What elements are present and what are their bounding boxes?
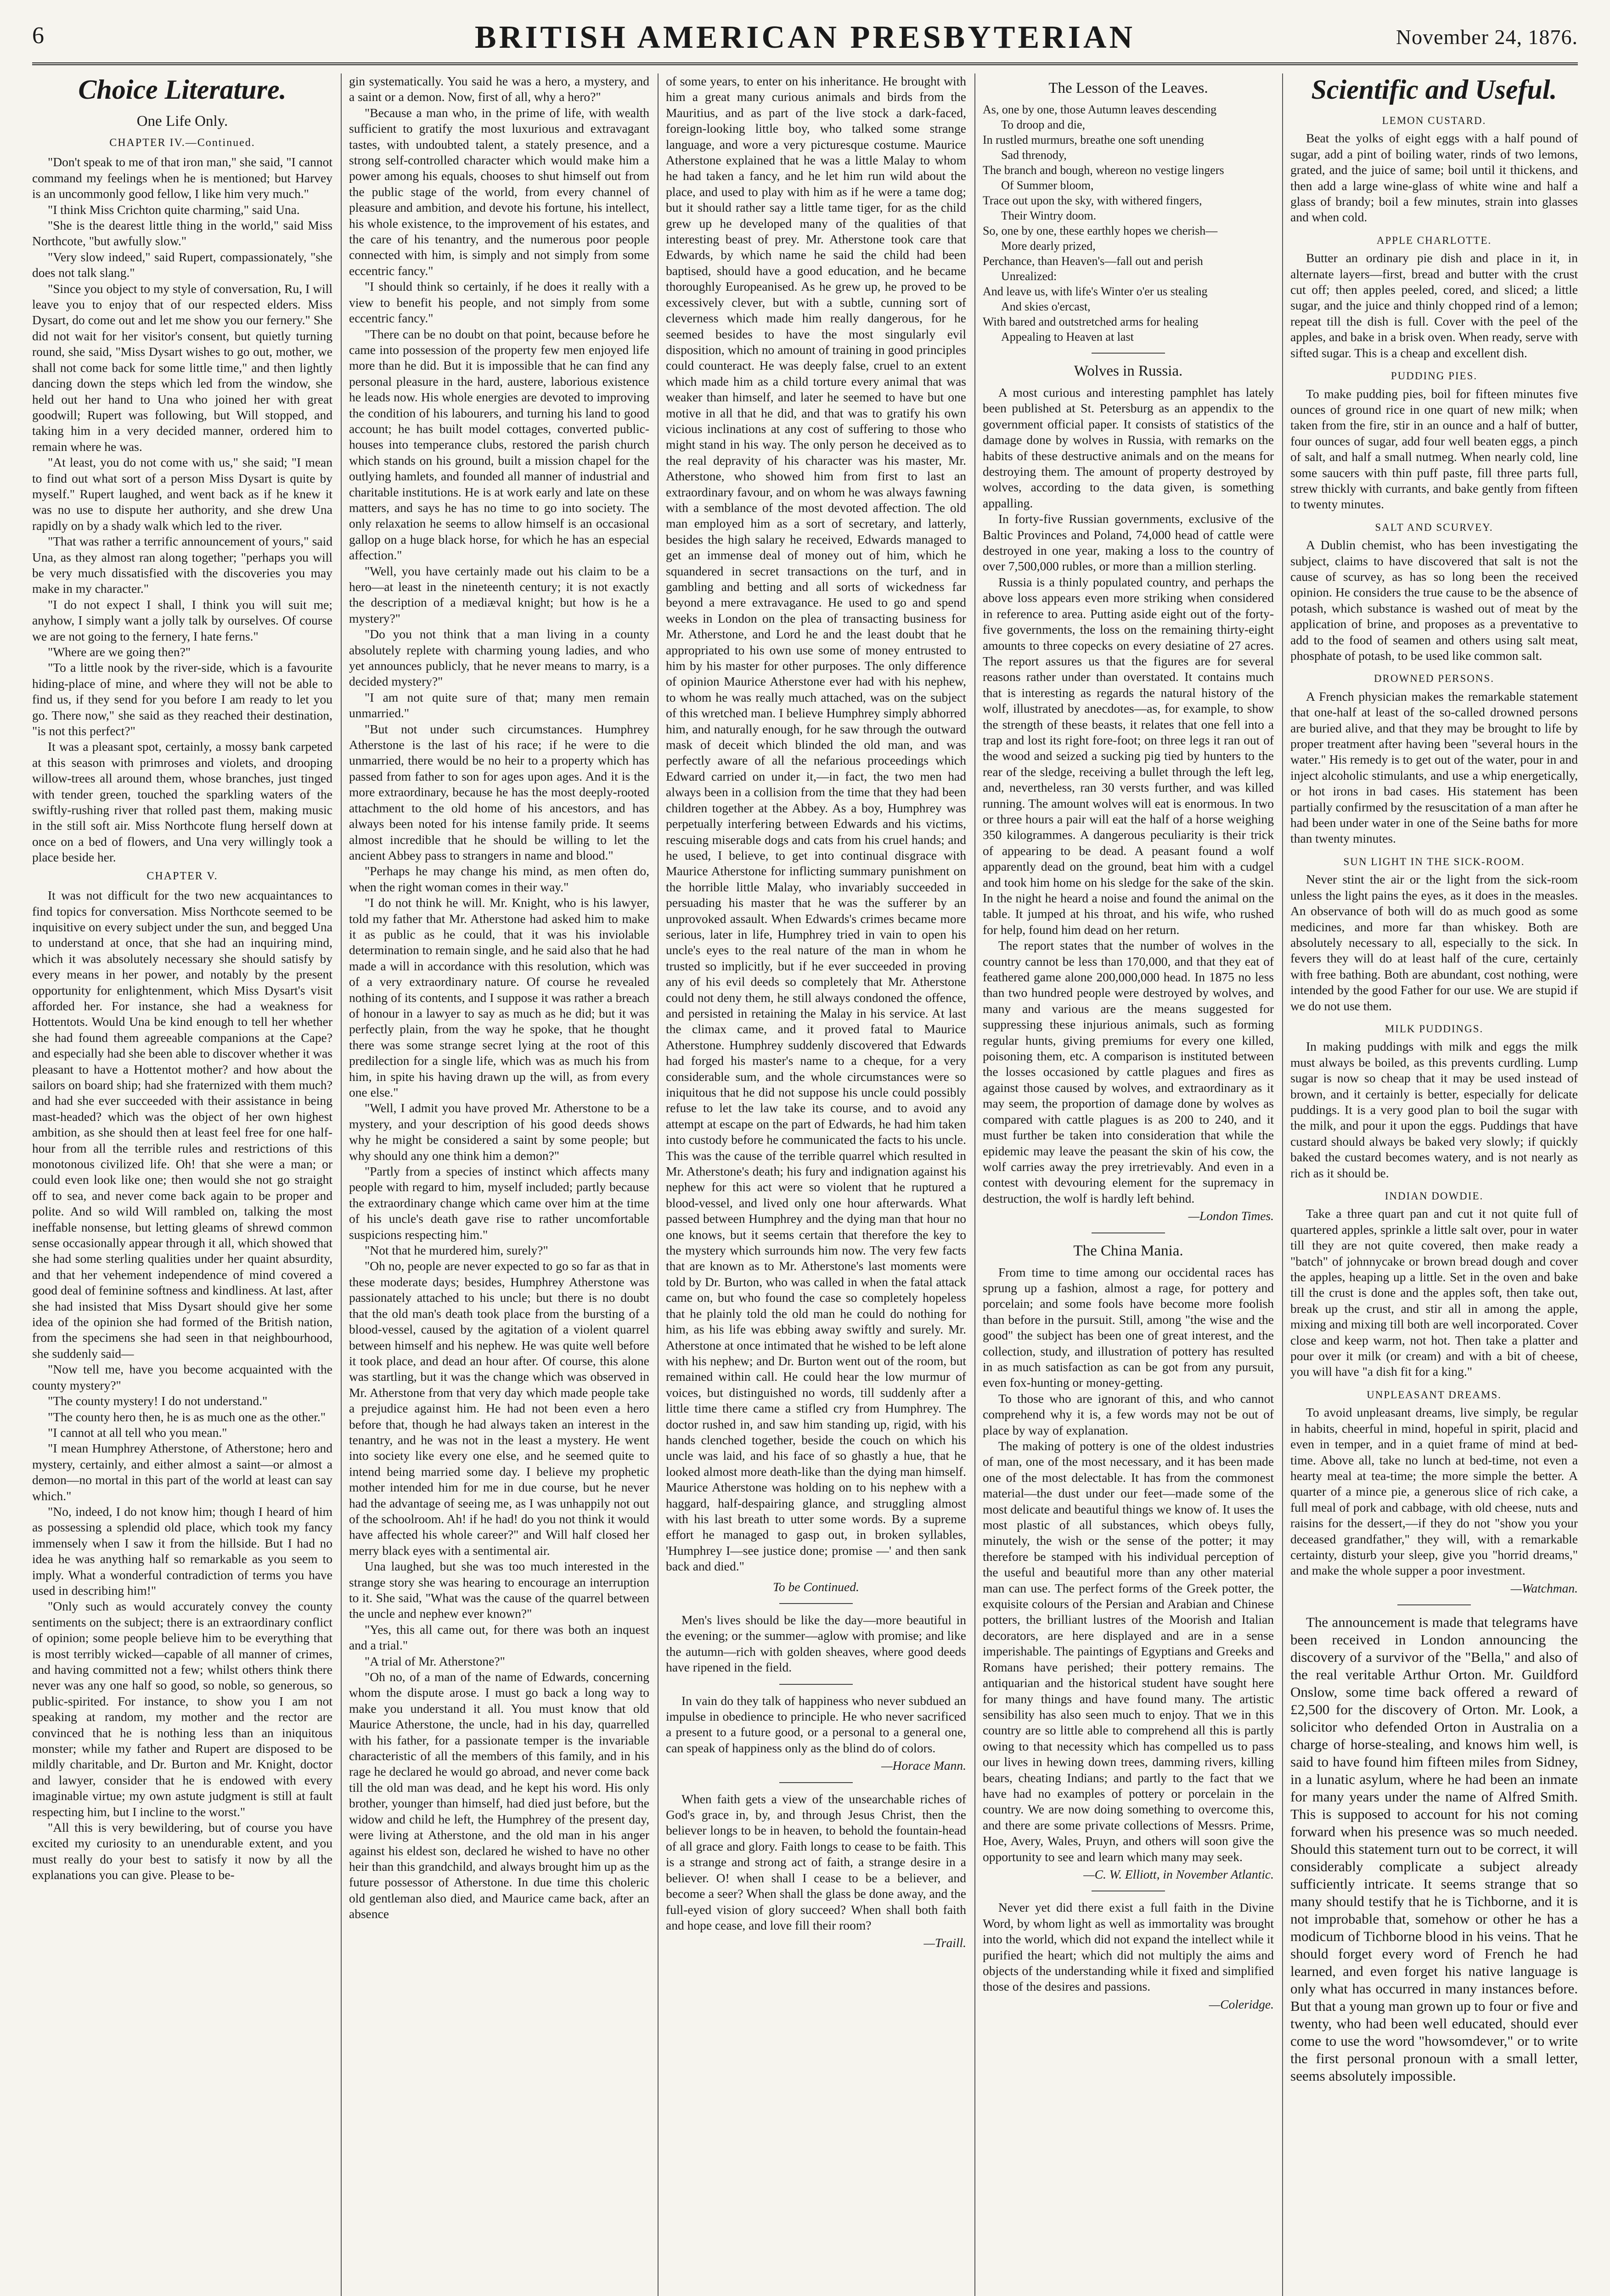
paragraph: "Yes, this all came out, for there was both an inquest and a trial." [349, 1622, 649, 1653]
paragraph: "The county hero then, he is as much one as the other." [48, 1409, 326, 1424]
paragraph: Butter an ordinary pie dish and place in it, in alternate layers—first, bread and butter with the crust cut off; then apples peeled, cored, and sliced; a little sugar, and the juice and thinly chopped rind of a lemon; repeat till the dish is full. Cover with the peel of the apples, and bake in a brisk oven. When ready, serve with sifted sugar. This is a cheap and excellent dish. [1290, 251, 1578, 360]
masthead [32, 18, 1578, 61]
paragraph: "I am not quite sure of that; many men remain unmarried." [349, 690, 649, 720]
article-title-china: The China Mania. [1073, 1242, 1183, 1259]
recipe-title: LEMON CUSTARD. [1382, 115, 1486, 126]
poem-title: The Lesson of the Leaves. [1048, 80, 1208, 96]
paragraph: A French physician makes the remarkable statement that one-half at least of the so-called drowned persons are buried alive, and that they may be brought to life by proper treatment after having been "several hours in the water." His remedy is to get out of the water, pour in and inject alcoholic stimulants, and use a whip energetically, or hot irons in bad cases. His statement has been partially confirmed by the resuscitation of a man after he had been under water in one of the Seine baths for more than twenty minutes. [1290, 689, 1578, 846]
paragraph: "The county mystery! I do not understand." [48, 1394, 268, 1408]
paragraph: It was not difficult for the two new acquaintances to find topics for conversation. Miss Northcote seemed to be inquisitive on every subject under the sun, and begged Una to understand at once, that she had an inquiring mind, which it was absolutely necessary she should satisfy by every means in her power, and notably by the present opportunity for enlightenment, which Miss Dysart's visit afforded her. For instance, she had a weakness for Hottentots. Would Una be kind enough to tell her whether she had found them agreeable companions at the Cape? and especially had she been able to discover whether it was pleasant to have a Hottentot mother? and how about the sailors on board ship; had she fraternized with them much? and had she ever succeeded with their assistance in being mast-headed? which was the object of her own highest ambition, as she should then at least feel free for one half-hour from all the terrible rules and restrictions of this monotonous civilized life. Oh! that she were a man; or could even look like one; then would she not go straight off to sea, and never come back again to be proper and polite. And so wild Will rambled on, talking the most ineffable nonsense, but letting gleams of shrewd common sense occasionally appear through it all, which showed that she had some sterling qualities under her quaint absurdity, and that her vehement independence of mind covered a good deal of feminine softness and kindliness. At last, after she had insisted that Miss Dysart should give her some idea of the opinion she had formed of the British nation, from the specimens she had seen in that neighbourhood, she suddenly said— [32, 888, 332, 1361]
paragraph: Take a three quart pan and cut it not quite full of quartered apples, sprinkle a little salt over, pour in water till they are not quite covered, then make ready a "batch" of johnnycake or brown bread dough and cover the apples, heaping up a little. Set in the oven and bake till the crust is done and the apples soft, then take out, break up the crust, and stir all in among the apple, mixing and mixing till both are well incorporated. Cover close and keep warm, not hot. Then take a platter and pour over it milk (or cream) and with a bit of cheese, you will have "a dish fit for a king." [1290, 1206, 1578, 1379]
paragraph: "No, indeed, I do not know him; though I heard of him as possessing a splendid old place, which took my fancy immensely when I saw it from the hillside. But I had no idea he was anything half so remarkable as you seem to imply. What a wonderful contradiction of terms you have used in describing him!" [32, 1504, 332, 1598]
poem-line: And skies o'ercast, [1001, 300, 1091, 313]
paragraph: Beat the yolks of eight eggs with a half pound of sugar, add a pint of boiling water, rinds of two lemons, grated, and the juice of same; boil until it thickens, and then add a large wine-glass of white wine and half a glass of brandy; boil a few minutes, strain into glasses and when cold. [1290, 131, 1578, 225]
divider [779, 1782, 853, 1783]
poem-line: More dearly prized, [1001, 239, 1096, 253]
page-number: 6 [32, 23, 44, 49]
paragraph: Never stint the air or the light from the sick-room unless the light pains the eyes, as it does in the measles. An observance of both will do as much good as some medicines, and more far than whiskey. Both are absolutely necessary to all, especially to the sick. In fevers they will do at least half of the cure, certainly with free bathing. Both are abundant, cost nothing, were intended by the good Father for our use. We are stupid if we do not use them. [1290, 872, 1578, 1013]
paragraph: "I think Miss Crichton quite charming," said Una. [48, 202, 300, 217]
paragraph: "Where are we going then?" [48, 645, 191, 659]
masthead-rule [32, 62, 1578, 65]
paragraph: From time to time among our occidental races has sprung up a fashion, almost a rage, for pottery and porcelain; and some fools have become more foolish than before in the pursuit. Still, among "the wise and the good" the subject has been one of great interest, and the collection, study, and illustration of pottery has resulted in as much satisfaction as can be got from any pursuit, even fox-hunting or money-getting. [983, 1265, 1274, 1390]
paragraph: "Perhaps he may change his mind, as men often do, when the right woman comes in their way." [349, 864, 649, 894]
paragraph: "Don't speak to me of that iron man," she said, "I cannot command my feelings when he is mentioned; but Harvey is an uncommonly good fellow, I like him very much." [32, 155, 332, 201]
poem-line: The branch and bough, whereon no vestige lingers [983, 163, 1224, 177]
paragraph: Men's lives should be like the day—more beautiful in the evening; or the summer—aglow with promise; and like the autumn—rich with golden sheaves, where good deeds have ripened in the field. [666, 1613, 966, 1675]
divider [1092, 353, 1165, 354]
paragraph: "Now tell me, have you become acquainted with the county mystery?" [32, 1362, 332, 1392]
recipe-title: PUDDING PIES. [1390, 370, 1478, 382]
paragraph: "But not under such circumstances. Humphrey Atherstone is the last of his race; if he were to die unmarried, there would be no heir to a property which has passed from father to son for ages upon ages. And it is the more extraordinary, because he has the most deeply-rooted attachment to the old home of his ancestors, and has always been noted for his intense family pride. It seems almost incredible that he should be willing to let the ancient Abbey pass to strangers in name and blood." [349, 721, 649, 862]
paragraph: "Well, you have certainly made out his claim to be a hero—at least in the nineteenth century; it is not exactly the description of a mediæval knight; but how is he a mystery?" [349, 563, 649, 625]
column-rule [974, 73, 975, 2296]
column-1 [32, 73, 332, 2296]
recipe-title: DROWNED PERSONS. [1374, 673, 1495, 685]
paragraph: In making puddings with milk and eggs the milk must always be boiled, as this prevents curdling. Lump sugar is now so cheap that it may be used instead of brown, and it certainly is better, especially for delicate puddings. It is a very good plan to boil the sugar with the milk, and pour it upon the eggs. Puddings that have custard should always be baked very slowly; if quickly baked the custard becomes watery, and is not nearly as rich as it should be. [1290, 1039, 1578, 1180]
paragraph: "There can be no doubt on that point, because before he came into possession of the property few men enjoyed life more than he did. But it is impossible that he can find any personal pleasure in the hard, austere, laborious existence he leads now. His whole energies are devoted to improving the condition of his labourers, and turning his land to good account; he has built model cottages, converted public-houses into temperance clubs, restored the parish church which stands on his ground, built a mission chapel for the outlying hamlets, and founded all manner of industrial and charitable institutions. He is at work early and late on these matters, and says he has no time to go into society. The only relaxation he seems to allow himself is an occasional gallop on a huge black horse, for which he has an especial affection." [349, 326, 649, 563]
paragraph: "A trial of Mr. Atherstone?" [365, 1654, 505, 1668]
section-title-scientific-useful: Scientific and Useful. [1311, 74, 1557, 105]
paragraph: To those who are ignorant of this, and who cannot comprehend why it is, a few words may not be out of place by way of explanation. [983, 1391, 1274, 1437]
poem-line: So, one by one, these earthly hopes we cherish— [983, 224, 1218, 237]
paragraph: gin systematically. You said he was a hero, a mystery, and a saint or a demon. Now, first of all, why a hero?" [349, 74, 649, 104]
recipe-title: INDIAN DOWDIE. [1385, 1190, 1484, 1202]
paragraph: In vain do they talk of happiness who never subdued an impulse in obedience to principle. He who never sacrificed a present to a future good, or a personal to a general one, can speak of happiness only as the blind do of colors. [666, 1693, 966, 1755]
divider [779, 1684, 853, 1685]
column-4 [983, 73, 1274, 2296]
credit: —Traill. [923, 1936, 966, 1950]
article-title-wolves: Wolves in Russia. [1074, 363, 1183, 379]
column-3 [666, 73, 966, 2296]
poem-line: As, one by one, those Autumn leaves descending [983, 103, 1217, 116]
issue-date: November 24, 1876. [1396, 25, 1578, 49]
credit: —Coleridge. [1209, 1997, 1274, 2011]
poem-line: Unrealized: [1001, 270, 1057, 283]
divider [1092, 1232, 1165, 1233]
paragraph: "All this is very bewildering, but of course you have excited my curiosity to an unendurable extent, and you must really do your best to satisfy it now by all the explanations you can give. Please to be- [32, 1820, 332, 1882]
chapter-heading: CHAPTER V. [146, 870, 218, 882]
paper-name: BRITISH AMERICAN PRESBYTERIAN [474, 20, 1136, 55]
paragraph: "I do not think he will. Mr. Knight, who is his lawyer, told my father that Mr. Atherstone had asked him to make it as public as he could, that it was his inviolable determination to remain single, and he said also that he had made a will in accordance with this resolution, which was of a very extraordinary nature. Of course he revealed nothing of its contents, and I suppose it was rather a breach of honour in a lawyer to say as much as he did; but it was perfectly plain, from the way he spoke, that he thought there was some strange secret lying at the root of this predilection for a single life, which was as much his from him, in spite his having drawn up the will, as from every one else." [349, 895, 649, 1099]
to-be-continued: To be Continued. [773, 1579, 859, 1594]
paragraph: When faith gets a view of the unsearchable riches of God's grace in, by, and through Jesus Christ, then the believer longs to be in heaven, to behold the fountain-head of all grace and glory. Faith longs to cease to be faith. This is a strange and strong act of faith, a strange desire in a believer. O! when shall I cease to be a believer, and become a seer? When shall the glass be done away, and the full-eyed vision of glory succeed? When shall both faith and hope cease, and love fill their room? [666, 1791, 966, 1932]
paragraph: Never yet did there exist a full faith in the Divine Word, by whom light as well as immortality was brought into the world, which did not expand the intellect while it purified the heart; which did not multiply the aims and objects of the understanding while it fixed and simplified those of the desires and passions. [983, 1900, 1274, 1994]
paragraph: "Only such as would accurately convey the county sentiments on the subject; there is an extraordinary conflict of opinion; some people believe him to be everything that is most terribly wicked—capable of all manner of crimes, and having committed not a few; whilst others think there never was any one half so good, so noble, so generous, so public-spirited. For instance, to show you I am not speaking at random, my mother and the rector are convinced that he is nothing less than an iniquitous monster; while my father and Rupert are disposed to be mildly charitable, and Dr. Burton and Mr. Knight, doctor and lawyer, consider that he is endowed with every imaginable virtue; my own astute judgment is still at fault respecting him, but I incline to the worst." [32, 1599, 332, 1819]
column-rule [1282, 73, 1283, 2296]
credit: —Watchman. [1510, 1581, 1578, 1595]
paragraph: Una laughed, but she was too much interested in the strange story she was hearing to encourage an interruption to it. She said, "What was the cause of the quarrel between the uncle and nephew ever known?" [349, 1559, 649, 1621]
paragraph: "Partly from a species of instinct which affects many people with regard to him, myself included; partly because the extraordinary change which came over him at the time of his uncle's death gave rise to rather uncomfortable suspicions respecting him." [349, 1164, 649, 1242]
paragraph: "That was rather a terrific announcement of yours," said Una, as they almost ran along together; "perhaps you will be very much dissatisfied with the discoveries you may make in my character." [32, 534, 332, 596]
paragraph: "Very slow indeed," said Rupert, compassionately, "she does not talk slang." [32, 249, 332, 280]
recipe-title: MILK PUDDINGS. [1385, 1023, 1484, 1035]
paragraph: To avoid unpleasant dreams, live simply, be regular in habits, cheerful in mind, hopeful in spirit, placid and even in temper, and in a quiet frame of mind at bed-time. Above all, take no lunch at bed-time, not even a hearty meal at tea-time; the more simple the better. A quarter of a mince pie, a generous slice of rich cake, a full meal of pork and cabbage, with old cheese, nuts and raisins for the dessert,—if they do not "show you your deceased grandfather," they will, with a remarkable certainty, disturb your sleep, give you "horrid dreams," and make the whole supper a poor investment. [1290, 1405, 1578, 1578]
credit: —London Times. [1188, 1209, 1274, 1223]
recipe-title: SALT AND SCURVEY. [1375, 521, 1493, 533]
paragraph: "To a little nook by the river-side, which is a favourite hiding-place of mine, and where they will not be able to find us, if they send for you before I am ready to let you go. There now," she said as they reached their destination, "is not this perfect?" [32, 660, 332, 738]
poem-line: Sad threnody, [1001, 148, 1067, 162]
paragraph: It was a pleasant spot, certainly, a mossy bank carpeted at this season with primroses and violets, and drooping willow-trees all around them, whose branches, just tinged with tender green, touched the sparkling waters of the swiftly-rushing river that rolled past them, making music in the still soft air. Miss Northcote flung herself down at once on a bed of flowers, and Una very willingly took a place beside her. [32, 739, 332, 865]
divider [1397, 1604, 1471, 1605]
paragraph: In forty-five Russian governments, exclusive of the Baltic Provinces and Poland, 74,000 head of cattle were destroyed in one year, making a loss to the country of over 7,500,000 rubles, or more than a million sterling. [983, 512, 1274, 574]
paragraph: A most curious and interesting pamphlet has lately been published at St. Petersburg as an appendix to the government official paper. It consists of statistics of the damage done by wolves in Russia, with remarks on the habits of these destructive animals and on the means for destroying them. The amount of property destroyed by wolves, according to the data given, is something appalling. [983, 385, 1274, 510]
paragraph: "I cannot at all tell who you mean." [48, 1425, 227, 1440]
paragraph: A Dublin chemist, who has been investigating the subject, claims to have discovered that salt is not the cause of scurvey, as has so long been the received opinion. He considers the true cause to be the absence of potash, which substance is washed out of meat by the application of brine, and proposes as a preventative to add to the food of seamen and others using salt meat, phosphate of potash, to be used like common salt. [1290, 538, 1578, 663]
paragraph: "I do not expect I shall, I think you will suit me; anyhow, I simply want a jolly talk by ourselves. Of course we are not going to the fernery, I hate ferns." [32, 597, 332, 643]
story-title: One Life Only. [136, 113, 228, 129]
paragraph: "Oh no, people are never expected to go so far as that in these moderate days; besides, Humphrey Atherstone was passionately attached to his uncle; but there is no doubt that the old man's death took place from the bursting of a blood-vessel, caused by the agitation of a violent quarrel between himself and his nephew. He was quite well before it took place, and dead an hour after. Of course, this alone was startling, but it was the change which was observed in Mr. Atherstone from that very day which made people take a prejudice against him. He had not been even a hero before that, though he had always taken an interest in the tenantry, and he was not in the least a mystery. He went into society like every one else, and he seemed quite to intend being married some day. I believe my prophetic mother intended him for me in due course, but he never had the advantage of seeing me, as I was unhappily not out of the schoolroom. Ah! if he had! do you not think it would have affected his whole career?" and Will half closed her merry black eyes with a sentimental air. [349, 1259, 649, 1558]
poem [983, 102, 1274, 344]
credit: —Horace Mann. [881, 1758, 966, 1773]
divider [779, 1603, 853, 1604]
poem-line: Appealing to Heaven at last [1001, 330, 1134, 343]
recipe-title: SUN LIGHT IN THE SICK-ROOM. [1343, 855, 1525, 867]
poem-line: Trace out upon the sky, with withered fingers, [983, 194, 1202, 207]
paragraph: To make pudding pies, boil for fifteen minutes five ounces of ground rice in one quart of new milk; when taken from the fire, stir in an ounce and a half of butter, four ounces of sugar, add four well beaten eggs, a pinch of salt, and half a small nutmeg. When nearly cold, line some saucers with thin puff paste, fill three parts full, strew thickly with currants, and bake gently from fifteen to twenty minutes. [1290, 386, 1578, 512]
paragraph: "Oh no, of a man of the name of Edwards, concerning whom the dispute arose. I must go back a long way to make you understand it all. You must know that old Maurice Atherstone, the uncle, had in his day, quarrelled with his father, for a passionate temper is the invariable characteristic of all the members of this family, and in his rage he declared he would go abroad, and never come back till the old man was dead, and he kept his word. His only brother, younger than himself, had died just before, but the widow and child he left, the Humphrey of the present day, were living at Atherstone, and the old man in his anger against his eldest son, declared he wished to have no other heir than this grandchild, and always brought him up as the future possessor of Atherstone. In due time this choleric old gentleman also died, and Maurice came back, after an absence [349, 1670, 649, 1921]
poem-line: To droop and die, [1001, 118, 1086, 131]
paragraph: "At least, you do not come with us," she said; "I mean to find out what sort of a person Miss Dysart is quite by myself." Rupert laughed, and went back as if he knew it was no use to dispute her authority, and she drew Una rapidly on by a shady walk which led to the river. [32, 455, 332, 533]
paragraph: "I mean Humphrey Atherstone, of Atherstone; hero and mystery, certainly, and either almost a saint—or almost a demon—no mortal in this part of the world at least can say which." [32, 1441, 332, 1503]
chapter-heading: CHAPTER IV.—Continued. [109, 137, 255, 149]
section-title-choice-literature: Choice Literature. [78, 74, 287, 105]
paragraph: The report states that the number of wolves in the country cannot be less than 170,000, and that they eat of feathered game alone 200,000,000 head. In 1875 no less than two hundred people were destroyed by wolves, and many and various are the means suggested for suppressing these injurious animals, such as forming regular hunts, giving premiums for every one killed, poisoning them, etc. A comparison is instituted between the losses occasioned by cattle plagues and fires as against those caused by wolves, and extraordinary as it may seem, the proportion of damage done by wolves as compared with cattle plagues is as 200 to 240, and it must further be taken into consideration that while the epidemic may leave the peasant the skin of his cow, the wolf carries away the prey irretrievably. And even in a contest with devouring element for the supremacy in destruction, the wolf is hardly left behind. [983, 938, 1274, 1205]
poem-line: Of Summer bloom, [1001, 179, 1094, 192]
column-2 [349, 73, 649, 2296]
recipe-title: UNPLEASANT DREAMS. [1367, 1389, 1502, 1401]
poem-line: Their Wintry doom. [1001, 209, 1097, 222]
paragraph: "Well, I admit you have proved Mr. Atherstone to be a mystery, and your description of his good deeds shows why he might be considered a saint by some people; but why should any one think him a demon?" [349, 1101, 649, 1163]
paragraph: "I should think so certainly, if he does it really with a view to benefit his people, and not simply from some eccentric fancy." [349, 279, 649, 326]
poem-line: And leave us, with life's Winter o'er us stealing [983, 285, 1208, 298]
paragraph: "Since you object to my style of conversation, Ru, I will leave you to enjoy that of our respected elders. Miss Dysart, do come out and let me show you our fernery." She did not wait for her visitor's consent, but quietly turning round, she said, "Miss Dysart wishes to go out, mother, we shall not come back for some little time," and then lightly dancing down the steps which led from the window, she held out her hand to Una who joined her with great goodwill; Rupert was following, but Will stopped, and taking him in a very decided manner, ordered him to remain where he was. [32, 281, 332, 454]
paragraph: of some years, to enter on his inheritance. He brought with him a great many curious animals and birds from the Mauritius, and as part of the live stock a dark-faced, foreign-looking little boy, who talked some strange language, and wore a very picturesque costume. Maurice Atherstone explained that he was a little Malay to whom he had taken a fancy, and he let him run wild about the place, and used to play with him as if he were a tame dog; but it should rather say a little tame tiger, for as the child grew up he developed many of the qualities of that interesting beast of prey. Mr. Atherstone took care that Edwards, by which name he said the child had been baptised, should have a good education, and he became thoroughly Europeanised. As he grew up, he proved to be excessively clever, but with a subtle, cunning sort of cleverness which made him really dangerous, for he seemed besides to have the most singularly evil disposition, which no amount of training in good principles could counteract. He was deeply false, cruel to an extent which made him as a child torture every animal that was weaker than himself, and later he seemed to have but one motive in all that he did, and that was to gratify his own vicious inclinations at any cost of suffering to those who might stand in his way. The only person he deceived as to the real depravity of his character was his master, Mr. Atherstone, who showed him from first to last an extraordinary favour, and on whom he was always fawning with a semblance of the most devoted affection. The old man employed him as a sort of secretary, and latterly, besides the high salary he received, Edwards managed to get an immense deal of money out of him, which he squandered in secret transactions on the turf, and in gambling and betting and all sorts of wickedness far beyond a mere extravagance. He used to go and spend weeks in London on the plea of transacting business for Mr. Atherstone, and Lord he and the least doubt that he appropriated to his own use some of money entrusted to him by his master for other purposes. The only difference of opinion Maurice Atherstone ever had with his nephew, to whom he was really much attached, was on the subject of this wretched man. I believe Humphrey simply abhorred him, and naturally enough, for he saw through the outward mask of deceit which blinded the old man, and was perfectly aware of all the nefarious proceedings which Edward carried on under it,—in fact, the two men had always been in a collision from the time that they had been children together at the Abbey. As a boy, Humphrey was perpetually interfering between Edwards and his victims, rescuing miserable dogs and cats from his cruel hands; and he used, I believe, to get into continual disgrace with Maurice Atherstone for inflicting summary punishment on the horrible little Malay, who invariably succeeded in persuading his master that he was the sufferer by an unprovoked assault. When Edwards's crimes became more serious, later in life, Humphrey tried in vain to open his uncle's eyes to the real nature of the man in whom he trusted so implicitly, but if he ever succeeded in proving any of his evil deeds so completely that Mr. Atherstone could not deny them, he still always condoned the offence, and persisted in retaining the Malay in his service. At last the climax came, and it proved fatal to Maurice Atherstone. Humphrey suddenly discovered that Edwards had forged his master's name to a cheque, for a very considerable sum, and the whole circumstances were so iniquitous that he did not suppose his uncle could possibly refuse to let the law take its course, and to avoid any attempt at escape on the part of Edwards, he had him taken into custody before he communicated the facts to his uncle. This was the cause of the terrible quarrel which resulted in Mr. Atherstone's death; his fury and indignation against his nephew for this act were so violent that he ruptured a blood-vessel, and lived only one hour afterwards. What passed between Humphrey and the dying man that hour no one knows, but it seems certain that therefore the key to the mystery which surrounds him now. The very few facts that are known as to Mr. Atherstone's last moments were told by Dr. Burton, who was called in when the fatal attack came on, but who found the case so completely hopeless that he plainly told the old man he could do nothing for him, as his life was ebbing away swiftly and surely. Mr. Atherstone at once intimated that he wished to be left alone with his nephew; and Dr. Burton went out of the room, but remained within call. He could hear the low murmur of voices, but distinguished no words, till suddenly after a little time there came a stifled cry from Humphrey. The doctor rushed in, and saw him standing up, rigid, with his hands clenched together, beside the couch on which his uncle was laid, and his face of so ghastly a hue, that he looked almost more death-like than the dying man himself. Maurice Atherstone was holding on to his nephew with a haggard, half-despairing glance, and struggling almost with his last breath to utter some words. By a supreme effort he managed to gasp out, in broken syllables, 'Humphrey I—see justice done; promise —' and then sank back and died." [666, 74, 966, 1574]
paragraph: "She is the dearest little thing in the world," said Miss Northcote, "but awfully slow." [32, 218, 332, 248]
paragraph: The making of pottery is one of the oldest industries of man, one of the most necessary, and it has been made one of the most delectable. It has from the commonest material—the dust under our feet—made some of the most delicate and beautiful things we know of. It uses the most plastic of all substances, which obeys fully, minutely, the wish or the sense of the potter; it may therefore be stamped with his individual perception of the useful and beautiful more than any other material man can use. The perfect forms of the Greek potter, the exquisite colours of the Persian and Arabian and Chinese potters, the brilliant lustres of the Moorish and Italian decorators, are here displayed and are in a sense imperishable. The paintings of Egyptians and Greeks and Romans have perished; their pottery remains. The antiquarian and the historical student have sought here for many things and have found many. The artistic sensibility has also seen much to enjoy. That we in this country are so little able to comprehend all this is partly owing to that necessity which has compelled us to pass our lives in hewing down trees, damming rivers, killing bears, cheating Indians; and partly to the fact that we have had no examples of pottery or porcelain in the country. We are now doing something to overcome this, and there are some private collections of Messrs. Prime, Hoe, Avery, Wales, Pruyn, and others will soon give the opportunity to see and learn which many may seek. [983, 1439, 1274, 1864]
poem-line: In rustled murmurs, breathe one soft unending [983, 133, 1204, 146]
paragraph: "Do you not think that a man living in a county absolutely replete with charming young ladies, and who yet announces publicly, that he never means to marry, is a decided mystery?" [349, 627, 649, 689]
paragraph: "Not that he murdered him, surely?" [365, 1243, 548, 1258]
credit: —C. W. Elliott, in November Atlantic. [1083, 1867, 1274, 1881]
recipe-title: APPLE CHARLOTTE. [1376, 234, 1492, 246]
newspaper-page [32, 18, 1578, 2296]
column-rule [658, 73, 659, 2296]
paragraph: The announcement is made that telegrams have been received in London announcing the discovery of a survivor of the "Bella," and also of the real veritable Arthur Orton. Mr. Guildford Onslow, some time back offered a reward of £2,500 for the discovery of Orton. Mr. Look, a solicitor who defended Orton in Australia on a charge of horse-stealing, and knows him well, is said to have found him fifteen miles from Sidney, in a lunatic asylum, where he had been an inmate for many years under the name of Alfred Smith. This is supposed to account for his not coming forward when his presence was so much needed. Should this statement turn out to be correct, it will considerably complicate a subject already sufficiently intricate. It seems strange that so many should testify that he is Tichborne, and it is not improbable that, somehow or other he has a modicum of Tichborne blood in his veins. That he should forget every word of French he had learned, and even forget his native language is only what has occurred in many instances before. But that a young man grown up to four or five and twenty, who had been well educated, should ever come to use the word "howsomdever," or to write the first personal pronoun with a small letter, seems absolutely impossible. [1290, 1614, 1578, 2084]
poem-line: With bared and outstretched arms for healing [983, 315, 1199, 328]
paragraph: Russia is a thinly populated country, and perhaps the above loss appears even more striking when considered in reference to area. Putting aside eight out of the forty-five governments, the loss on the remaining thirty-eight amounts to three copecks on every desiatine of 27 acres. The report assures us that the figures are for several reasons rather under than overstated. It contains much that is interesting as regards the natural history of the wolf, illustrated by anecdotes—as, for example, to show the strength of these beasts, it relates that one fell into a trap and lost its right fore-foot; on three legs it ran out of the wood and seized a sucking pig tied by hunters to the rear of the sledge, receiving a bullet through the left leg, and, nevertheless, ran 30 versts further, and was killed running. The amount wolves will eat is enormous. In two or three hours a pair will eat the half of a horse weighing 350 kilogrammes. A dangerous peculiarity is their trick of appearing to be dead. A peasant found a wolf apparently dead on the ground, beat him with a cudgel and took him home on his sledge for the sake of the skin. In the night he heard a noise and found the animal on the table. It jumped at his throat, and his wife, who rushed for help, found him dead on her return. [983, 574, 1274, 937]
poem-line: Perchance, than Heaven's—fall out and perish [983, 254, 1203, 268]
column-5 [1290, 73, 1578, 2296]
column-rule [341, 73, 342, 2296]
paragraph: "Because a man who, in the prime of life, with wealth sufficient to gratify the most luxurious and extravagant tastes, with undoubted talent, a stately presence, and a strong self-controlled character which would make him a power among his equals, chooses to shut himself out from the public stage of the world, from every channel of pleasure and ambition, and devote his fortune, his intellect, his whole existence, to the improvement of his estates, and the care of his tenantry, and the numerous poor people connected with him, is simply and not simply from some eccentric fancy." [349, 105, 649, 278]
